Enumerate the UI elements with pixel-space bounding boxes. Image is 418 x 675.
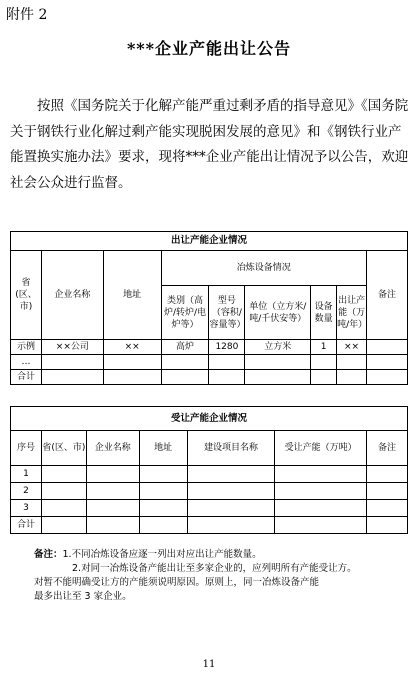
note-line: 2.对同一冶炼设备产能出让至多家企业的，应列明所有产能受让方。	[72, 563, 357, 574]
outgoing-capacity-table	[10, 231, 408, 385]
incoming-capacity-table	[10, 406, 408, 534]
cell-model	[209, 355, 245, 370]
cell-capacity: ××	[337, 340, 367, 355]
notes-label: 备注：	[34, 549, 63, 560]
note-line: 对暂不能明确受让方的产能须说明原因。原则上，同一冶炼设备产能	[34, 577, 320, 588]
table-row	[11, 355, 408, 370]
notes-block	[34, 548, 404, 604]
cell-model: 1280	[209, 340, 245, 355]
cell-seq: 1	[11, 466, 42, 483]
table-row	[11, 466, 408, 483]
cell-count	[311, 355, 337, 370]
cell-count: 1	[311, 340, 337, 355]
paragraph-text: 按照《国务院关于化解产能严重过剩矛盾的指导意见》《国务院关于钢铁行业化解过剩产能实现脱困发展的意见》和《钢铁行业产能置换实施办法》要求，现将***企业产能出让情况予以公告，欢迎社会公众进行监督。	[10, 98, 409, 191]
header-seq: 序号	[11, 431, 42, 466]
page-number: 11	[202, 659, 216, 670]
table-row	[11, 500, 408, 517]
attachment-label: 附件 2	[6, 7, 48, 23]
cell-seq: 3	[11, 500, 42, 517]
header-remark: 备注	[367, 431, 408, 466]
header-company: 企业名称	[86, 431, 139, 466]
cell-province: 示例	[11, 340, 42, 355]
total-label: 合计	[11, 370, 42, 385]
cell-unit: 立方米	[245, 340, 311, 355]
cell-province: …	[11, 355, 42, 370]
total-row	[11, 517, 408, 534]
header-province: 省(区、市)	[41, 431, 86, 466]
cell-address	[103, 355, 161, 370]
header-remark: 备注	[367, 251, 408, 340]
header-province: 省(区、市)	[11, 251, 42, 340]
header-address: 地址	[103, 251, 161, 340]
table-row	[11, 340, 408, 355]
cell-category: 高炉	[161, 340, 209, 355]
total-row	[11, 370, 408, 385]
cell-unit	[245, 355, 311, 370]
header-smelting-group: 冶炼设备情况	[161, 251, 366, 286]
table-row	[11, 483, 408, 500]
section-title: 受让产能企业情况	[11, 407, 408, 431]
header-capacity: 出让产能（万吨/年）	[337, 286, 367, 340]
header-model: 型号（容积/容量等）	[209, 286, 245, 340]
header-category: 类别（高炉/转炉/电炉等）	[161, 286, 209, 340]
cell-company	[41, 355, 103, 370]
cell-address: ××	[103, 340, 161, 355]
header-project: 建设项目名称	[187, 431, 275, 466]
header-count: 设备数量	[311, 286, 337, 340]
cell-remark	[367, 355, 408, 370]
document-title: ***企业产能出让公告	[126, 39, 292, 58]
header-capacity: 受让产能（万吨）	[275, 431, 367, 466]
cell-company: ××公司	[41, 340, 103, 355]
total-label: 合计	[11, 517, 42, 534]
header-company: 企业名称	[41, 251, 103, 340]
cell-category	[161, 355, 209, 370]
cell-capacity	[337, 355, 367, 370]
note-line: 1.不同冶炼设备应逐一列出对应出让产能数量。	[62, 549, 262, 560]
section-title: 出让产能企业情况	[11, 232, 408, 251]
note-line: 最多出让至 3 家企业。	[34, 591, 132, 602]
cell-seq: 2	[11, 483, 42, 500]
cell-remark	[367, 340, 408, 355]
body-paragraph	[10, 94, 412, 196]
header-address: 地址	[139, 431, 187, 466]
header-unit: 单位（立方米/吨/千伏安等）	[245, 286, 311, 340]
